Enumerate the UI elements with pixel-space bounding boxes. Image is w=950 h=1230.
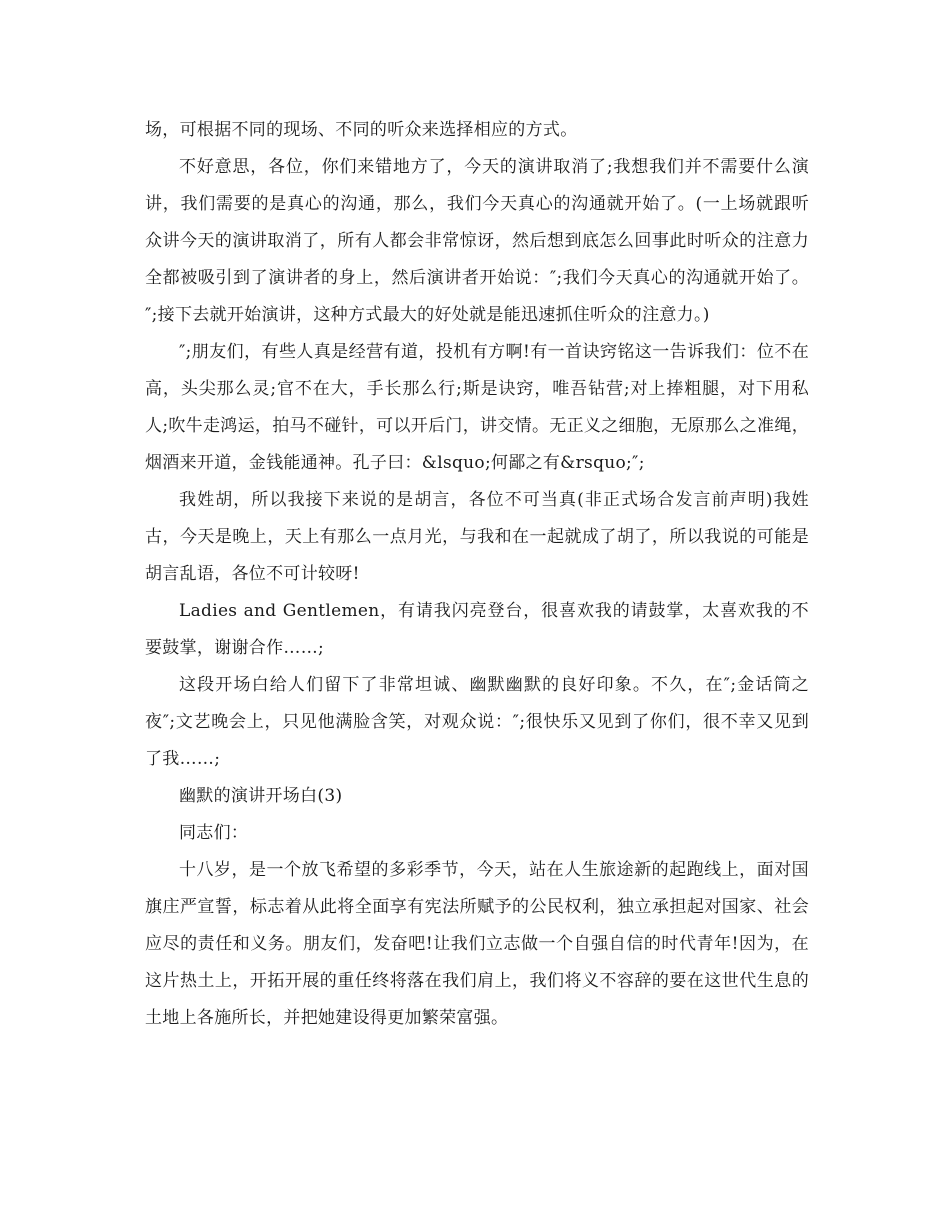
paragraph-surname-opening: 我姓胡，所以我接下来说的是胡言，各位不可当真(非正式场合发言前声明)我姓古，今天是晚上，天上有那么一点月光，与我和在一起就成了胡了，所以我说的可能是胡言乱语，各位不可计较呀! xyxy=(145,490,809,584)
section-heading: 幽默的演讲开场白(3) xyxy=(179,786,343,806)
document-body xyxy=(145,112,809,1037)
paragraph-continuation: 场，可根据不同的现场、不同的听众来选择相应的方式。 xyxy=(145,120,578,140)
salutation: 同志们： xyxy=(179,823,249,843)
paragraph-impression: 这段开场白给人们留下了非常坦诚、幽默幽默的良好印象。不久，在″;金话筒之夜″;文艺晚会上，只见他满脸含笑，对观众说：″;很快乐又见到了你们，很不幸又见到了我……; xyxy=(145,675,809,769)
paragraph-eighteen: 十八岁，是一个放飞希望的多彩季节，今天，站在人生旅途新的起跑线上，面对国旗庄严宣誓，标志着从此将全面享有宪法所赋予的公民权利，独立承担起对国家、社会应尽的责任和义务。朋友们，发奋吧!让我们立志做一个自强自信的时代青年!因为，在这片热土上，开拓开展的重任终将落在我们肩上，我们将义不容辞的要在这世代生息的土地上各施所长，并把她建设得更加繁荣富强。 xyxy=(145,860,809,1028)
paragraph-satire-opening: ″;朋友们，有些人真是经营有道，投机有方啊!有一首诀窍铭这一告诉我们：位不在高，头尖那么灵;官不在大，手长那么行;斯是诀窍，唯吾钻营;对上捧粗腿，对下用私人;吹牛走鸿运，拍马不碰针，可以开后门，讲交情。无正义之细胞，无原那么之准绳，烟酒来开道，金钱能通神。孔子曰：&lsquo;何鄙之有&rsquo;″; xyxy=(145,342,809,473)
paragraph-ladies-gentlemen: Ladies and Gentlemen，有请我闪亮登台，很喜欢我的请鼓掌，太喜欢我的不要鼓掌，谢谢合作……; xyxy=(145,601,809,658)
paragraph-apology-opening: 不好意思，各位，你们来错地方了，今天的演讲取消了;我想我们并不需要什么演讲，我们需要的是真心的沟通，那么，我们今天真心的沟通就开始了。(一上场就跟听众讲今天的演讲取消了，所有人都会非常惊讶，然后想到底怎么回事此时听众的注意力全都被吸引到了演讲者的身上，然后演讲者开始说：″;我们今天真心的沟通就开始了。″;接下去就开始演讲，这种方式最大的好处就是能迅速抓住听众的注意力。) xyxy=(145,157,809,325)
